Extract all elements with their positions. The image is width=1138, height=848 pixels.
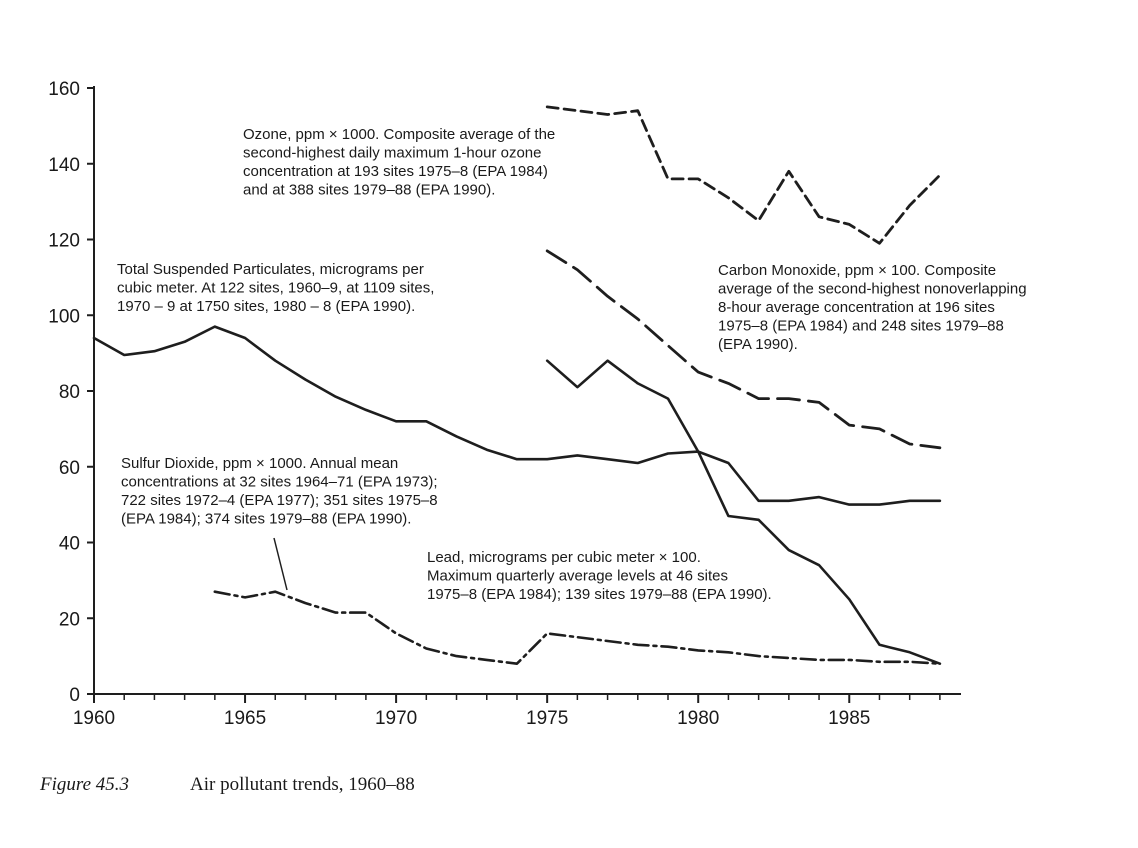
- annotation-tsp-line: Total Suspended Particulates, micrograms per: [117, 261, 424, 278]
- annotation-lead-line: Lead, micrograms per cubic meter × 100.: [427, 549, 701, 566]
- y-tick-label: 160: [48, 79, 80, 100]
- y-tick-label: 20: [58, 609, 80, 631]
- y-tick-label: 100: [48, 306, 80, 328]
- annotation-ozone-line: concentration at 193 sites 1975–8 (EPA 1984): [243, 163, 548, 180]
- annotation-ozone-line: second-highest daily maximum 1-hour ozone: [243, 144, 542, 162]
- so2-pointer-line: [274, 538, 287, 590]
- y-tick-label: 60: [58, 457, 80, 479]
- annotation-lead-line: 1975–8 (EPA 1984); 139 sites 1979–88 (EPA 1990).: [427, 586, 772, 603]
- x-tick-label: 1975: [526, 708, 569, 729]
- annotation-so2-line: concentrations at 32 sites 1964–71 (EPA 1973);: [121, 473, 438, 491]
- annotation-co-line: (EPA 1990).: [718, 336, 798, 353]
- annotation-so2-line: (EPA 1984); 374 sites 1979–88 (EPA 1990).: [121, 510, 412, 528]
- series-ozone-line: [547, 107, 940, 243]
- x-tick-label: 1985: [828, 708, 871, 729]
- annotation-co-line: average of the second-highest nonoverlapping: [718, 280, 1027, 298]
- annotation-so2-line: Sulfur Dioxide, ppm × 1000. Annual mean: [121, 455, 399, 472]
- x-tick-label: 1970: [374, 708, 418, 729]
- annotation-pointers: [274, 538, 287, 590]
- figure-label: Figure 45.3: [40, 774, 130, 795]
- x-tick-label: 1960: [72, 708, 116, 729]
- annotation-co-line: 8-hour average concentration at 196 sites: [718, 299, 995, 316]
- y-tick-label: 40: [58, 533, 80, 555]
- annotation-tsp-line: 1970 – 9 at 1750 sites, 1980 – 8 (EPA 1990).: [117, 298, 416, 315]
- annotations: [117, 126, 1027, 603]
- annotation-so2-line: 722 sites 1972–4 (EPA 1977); 351 sites 1975–8: [121, 492, 438, 509]
- y-tick-label: 120: [48, 230, 80, 252]
- annotation-co-line: Carbon Monoxide, ppm × 100. Composite: [718, 262, 997, 279]
- figure-caption: Air pollutant trends, 1960–88: [190, 774, 415, 795]
- series-lead-line: [547, 361, 940, 664]
- annotation-ozone-line: and at 388 sites 1979–88 (EPA 1990).: [243, 181, 496, 199]
- y-tick-label: 80: [58, 382, 80, 403]
- x-tick-label: 1980: [677, 708, 720, 729]
- annotation-co-line: 1975–8 (EPA 1984) and 248 sites 1979–88: [718, 317, 1004, 335]
- annotation-lead-line: Maximum quarterly average levels at 46 sites: [427, 567, 728, 585]
- x-tick-label: 1965: [223, 708, 267, 729]
- annotation-tsp-line: cubic meter. At 122 sites, 1960–9, at 1109 sites,: [117, 279, 435, 297]
- y-tick-label: 140: [48, 154, 80, 176]
- y-tick-label: 0: [69, 685, 80, 706]
- annotation-ozone-line: Ozone, ppm × 1000. Composite average of the: [243, 126, 556, 143]
